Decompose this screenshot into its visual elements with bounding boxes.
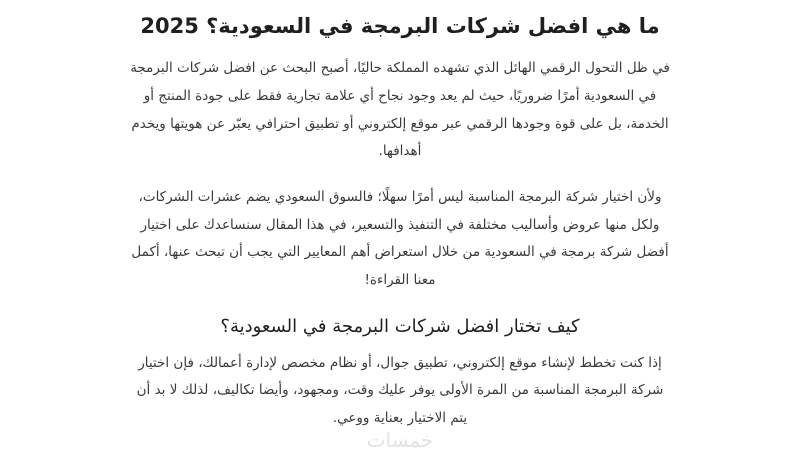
right-margin-spacer [778,0,800,460]
left-margin-spacer [0,0,22,460]
section-heading: كيف تختار افضل شركات البرمجة في السعودية؟ [220,315,580,337]
page-title: ما هي افضل شركات البرمجة في السعودية؟ 2025 [140,14,660,38]
watermark-text: خمسات [366,428,434,452]
intro-paragraph-1: في ظل التحول الرقمي الهائل الذي تشهده المملكة حاليًا، أصبح البحث عن افضل شركات البرمجة في السعودية أمرًا ضروريًا، حيث لم يعد وجود نجاح أي علامة تجارية فقط على جودة المنتج أو الخدمة، بل على قوة وجودها الرقمي عبر موقع إلكتروني أو تطبيق احترافي يعبّر عن هويتها ويخدم أهدافها. [130,60,670,160]
intro-paragraph-2: ولأن اختيار شركة البرمجة المناسبة ليس أمرًا سهلًا؛ فالسوق السعودي يضم عشرات الشركات، ولكل منها عروض وأساليب مختلفة في التنفيذ والتسعير، في هذا المقال سنساعدك على اختيار أفضل شركة برمجة في السعودية من خلال استعراض أهم المعايير التي يجب أن تبحث عنها، أكمل معنا القراءة! [131,189,669,289]
section-paragraph: إذا كنت تخطط لإنشاء موقع إلكتروني، تطبيق جوال، أو نظام مخصص لإدارة أعمالك، فإن اختيار شركة البرمجة المناسبة من المرة الأولى يوفر عليك وقت، ومجهود، وأيضا تكاليف، لذلك لا بد أن يتم الاختيار بعناية ووعي. [136,354,664,427]
